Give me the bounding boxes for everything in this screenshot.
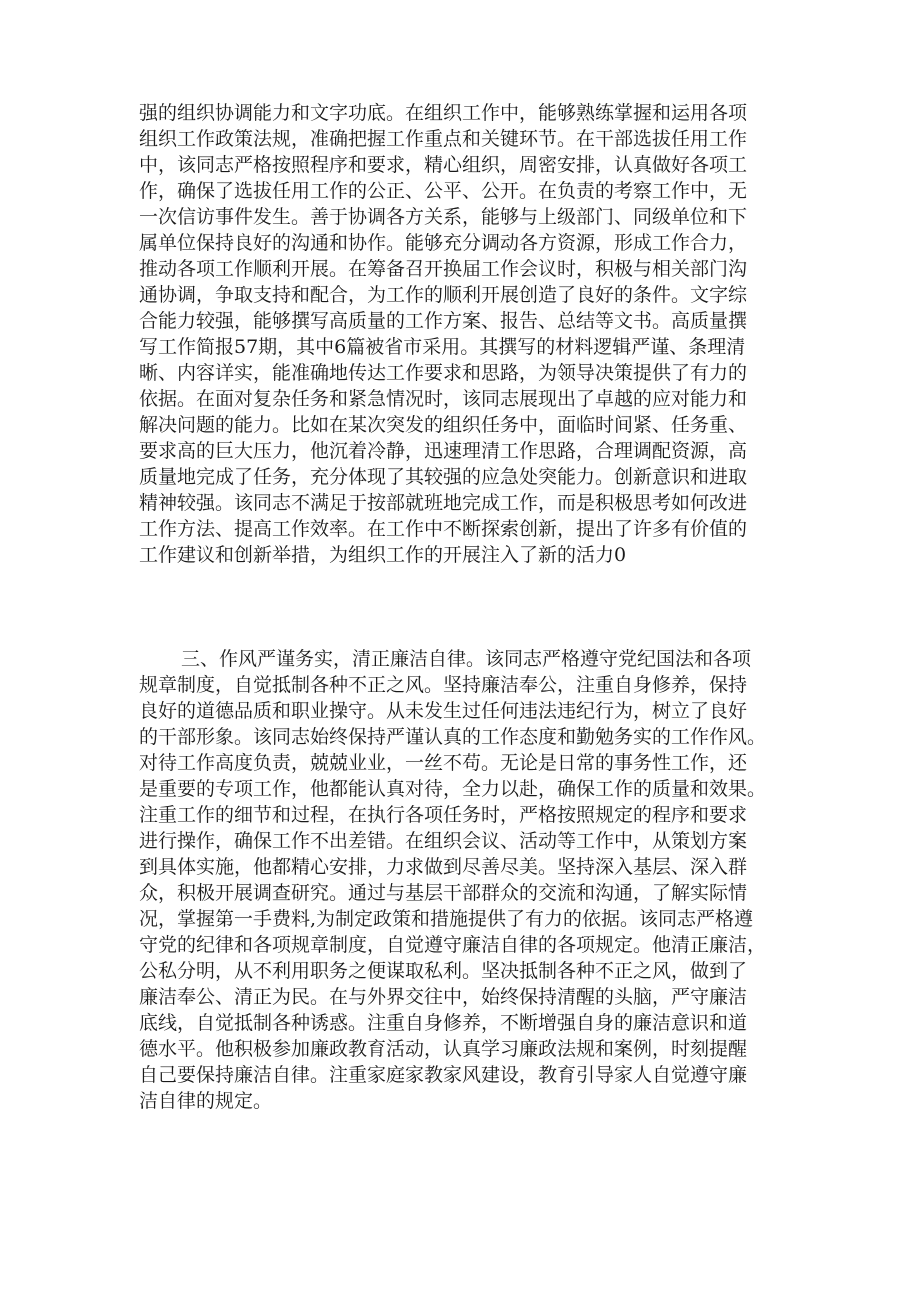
text-line: 作，确保了选拔任用工作的公正、公平、公开。在负责的考察工作中，无 — [139, 180, 748, 202]
text-line: 写工作简报57期，其中6篇被省市采用。其撰写的材料逻辑严谨、条理清 — [139, 336, 746, 358]
text-line: 工作方法、提高工作效率。在工作中不断探索创新，提出了许多有价值的 — [139, 518, 748, 540]
text-line: 质量地完成了任务，充分体现了其较强的应急处突能力。创新意识和进取 — [139, 466, 748, 488]
text-line: 况，掌握第一手费料,为制定政策和措施提供了有力的依据。该同志严格遵 — [139, 908, 754, 930]
text-line: 晰、内容详实，能准确地传达工作要求和思路，为领导决策提供了有力的 — [139, 362, 748, 384]
text-line: 洁自律的规定。 — [139, 1090, 273, 1112]
text-line: 规章制度，自觉抵制各种不正之风。坚持廉洁奉公，注重自身修养，保持 — [139, 674, 748, 696]
text-line: 注重工作的细节和过程，在执行各项任务时，严格按照规定的程序和要求 — [139, 804, 748, 826]
text-line: 一次信访事件发生。善于协调各方关系，能够与上级部门、同级单位和下 — [139, 206, 748, 228]
text-line: 合能力较强，能够撰写高质量的工作方案、报告、总结等文书。高质量撰 — [139, 310, 748, 332]
text-line: 工作建议和创新举措，为组织工作的开展注入了新的活力0 — [139, 544, 627, 566]
text-line: 底线，自觉抵制各种诱惑。注重自身修养，不断增强自身的廉洁意识和道 — [139, 1012, 748, 1034]
text-line: 解决问题的能力。比如在某次突发的组织任务中，面临时间紧、任务重、 — [139, 414, 748, 436]
text-line: 自己要保持廉洁自律。注重家庭家教家风建设，教育引导家人自觉遵守廉 — [139, 1064, 748, 1086]
text-line: 是重要的专项工作，他都能认真对待，全力以赴，确保工作的质量和效果。 — [139, 778, 767, 800]
text-line: 属单位保持良好的沟通和协作。能够充分调动各方资源，形成工作合力， — [139, 232, 748, 254]
text-line: 推动各项工作顺利开展。在筹备召开换届工作会议时，积极与相关部门沟 — [139, 258, 748, 280]
text-line: 组织工作政策法规，准确把握工作重点和关键环节。在干部选拔任用工作 — [139, 128, 748, 150]
section-heading-line: 三、作风严谨务实，清正廉洁自律。该同志严格遵守党纪国法和各项 — [181, 648, 752, 670]
text-line: 强的组织协调能力和文字功底。在组织工作中，能够熟练掌握和运用各项 — [139, 102, 748, 124]
text-line: 守党的纪律和各项规章制度，自觉遵守廉洁自律的各项规定。他清正廉洁， — [139, 934, 767, 956]
text-line: 公私分明，从不利用职务之便谋取私利。坚决抵制各种不正之风，做到了 — [139, 960, 748, 982]
text-line: 精神较强。该同志不满足于按部就班地完成工作，而是积极思考如何改进 — [139, 492, 748, 514]
text-line: 到具体实施，他都精心安排，力求做到尽善尽美。坚持深入基层、深入群 — [139, 856, 748, 878]
text-line: 要求高的巨大压力，他沉着冷静，迅速理清工作思路，合理调配资源，高 — [139, 440, 748, 462]
text-line: 依据。在面对复杂任务和紧急情况时，该同志展现出了卓越的应对能力和 — [139, 388, 748, 410]
text-line: 通协调，争取支持和配合，为工作的顺利开展创造了良好的条件。文字综 — [139, 284, 748, 306]
text-line: 良好的道德品质和职业操守。从未发生过任何违法违纪行为，树立了良好 — [139, 700, 748, 722]
text-line: 的干部形象。该同志始终保持严谨认真的工作态度和勤勉务实的工作作风。 — [139, 726, 767, 748]
text-line: 德水平。他积极参加廉政教育活动，认真学习廉政法规和案例，时刻提醒 — [139, 1038, 748, 1060]
text-line: 进行操作，确保工作不出差错。在组织会议、活动等工作中，从策划方案 — [139, 830, 748, 852]
text-line: 中，该同志严格按照程序和要求，精心组织，周密安排，认真做好各项工 — [139, 154, 748, 176]
text-line: 众，积极开展调查研究。通过与基层干部群众的交流和沟通，了解实际情 — [139, 882, 748, 904]
text-line: 对待工作高度负责，兢兢业业，一丝不苟。无论是日常的事务性工作，还 — [139, 752, 748, 774]
text-line: 廉洁奉公、清正为民。在与外界交往中，始终保持清醒的头脑，严守廉洁 — [139, 986, 748, 1008]
